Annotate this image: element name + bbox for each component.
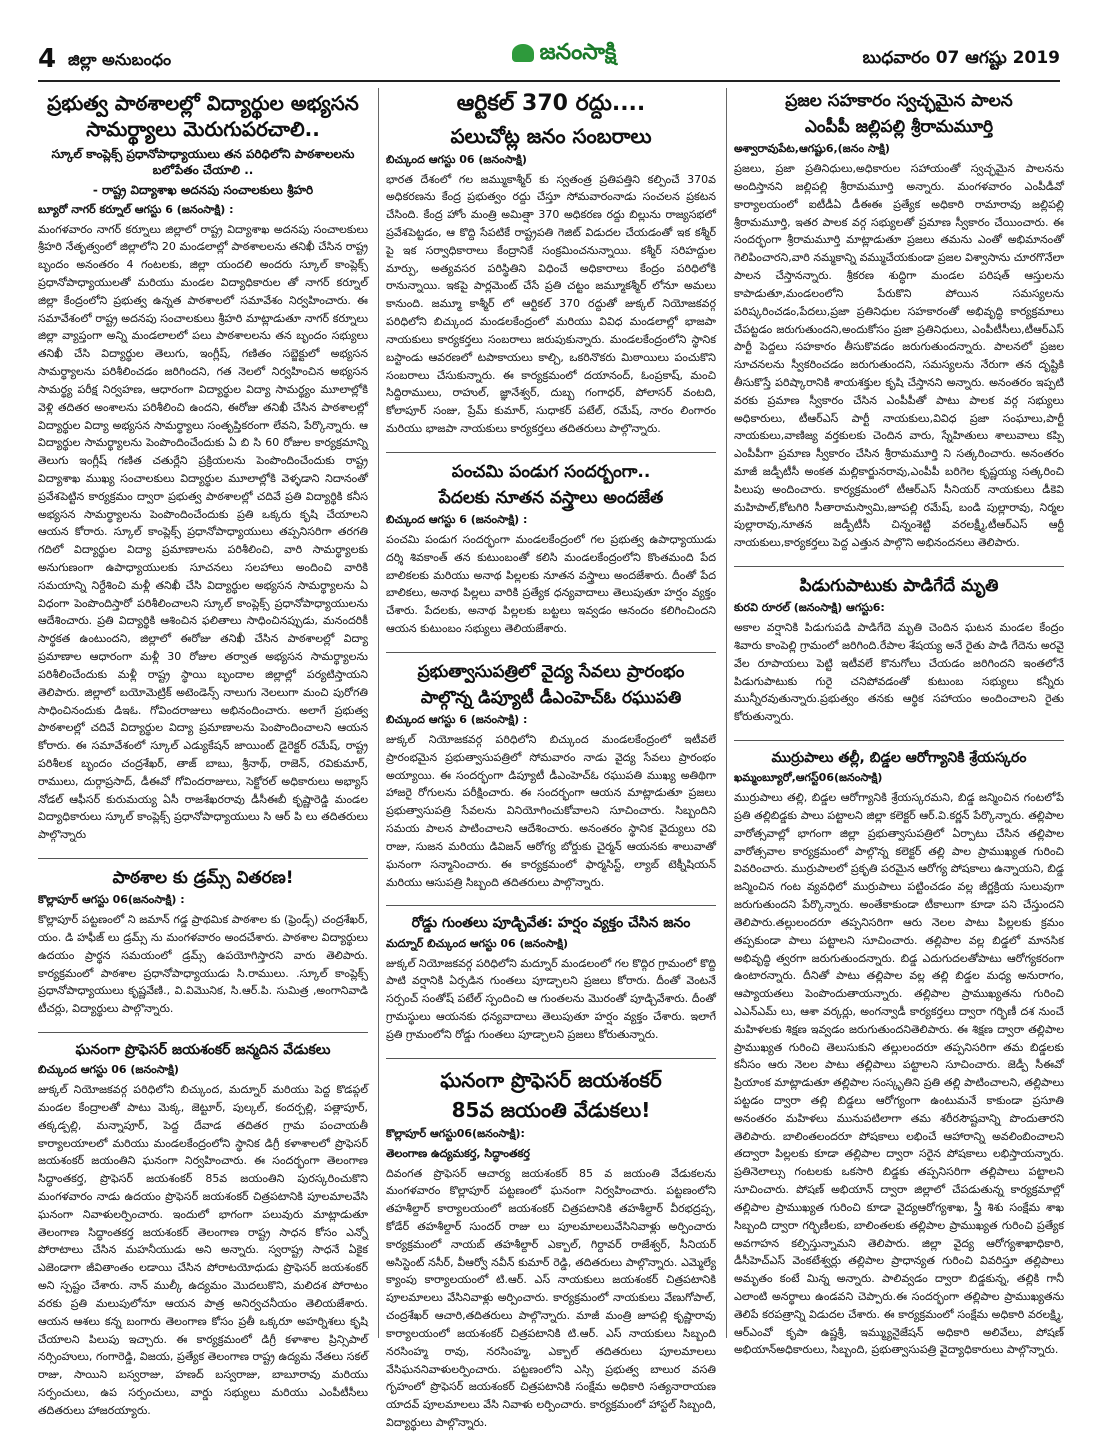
page-number: 4 <box>38 44 57 74</box>
column-2 <box>386 88 716 1446</box>
article-headline: 85వ జయంతి వేడుకలు! <box>451 1097 651 1122</box>
article-dateline: కొల్లాపూర్ ఆగస్టు06(జనంసాక్షి): <box>386 1126 525 1140</box>
column-3 <box>734 88 1064 1373</box>
leaf-icon <box>512 44 534 62</box>
article-body: భారత దేశంలో గల జమ్ముకాశ్మీర్ కు స్వతంత్ర ప్రతిపత్తిని కల్పించే 370వ అధికరణను కేంద్ర ప్రభుత్వం రద్దు చేస్తూ సోమవారంనాడు సంచలన ప్రకటన చేసింది. కేంద్ర హోం మంత్రి అమిత్షా 370 అధికరణ రద్దు బిల్లును రాజ్యసభలో ప్రవేశపెట్టడం, ఆ కొద్ది సేపటికే రాష్ట్రపతి గెజిట్ విడుదల చేయడంతో ఇక కశ్మీర్ పై ఇక సర్వాధికారాలు కేంద్రానికే సంక్రమించనున్నాయి. కశ్మీర్ సరిహద్దుల మార్పు, అత్యవసర పరిస్థితిని విధించే అధికారాలు కేంద్రం పరిధిలోకి రానున్నాయి. ఇకపై పార్లమెంట్ చేసే ప్రతి చట్టం జమ్మూకశ్మీర్ లోనూ అమలు కానుంది. జమ్మూ కాశ్మీర్ లో ఆర్టికల్ 370 రద్దుతో జుక్కల్ నియోజకవర్గ పరిధిలోని బిచ్కుంద మండలకేంద్రంలో మరియు వివిధ మండలాల్లో భాజపా నాయకులు కార్యకర్తలు సంబరాలు జరుపుకున్నారు. మండలకేంద్రంలోని స్థానిక బస్టాండు ఆవరణలో టపాకాయలు కాల్చి, ఒకరినొకరు మిఠాయిలు పంచుకొని సంబరాలు చేసుకున్నారు. ఈ కార్యక్రమంలో దయానంద్, ఓంప్రకాష్, మంచి సిద్దిరాములు, రాహుల్, జ్ఞానేశ్వర్, దుబ్బ గంగాధర్, పోలాసర్ వంటది, కోలాపూర్ సంజు, ప్రేమ్ కుమార్, సుధాకర్ పటేల్, రమేష్, నారం లింగారం మరియు భాజపా నాయకులు కార్యకర్తలు తదితరులు పాల్గొన్నారు. <box>386 172 716 435</box>
article-dateline: బ్యూరో నాగర్ కర్నూల్ ఆగస్టు 6 (జనంసాక్షి) : <box>38 202 234 216</box>
section-name: జిల్లా అనుబంధం <box>68 50 172 69</box>
article-headline: ప్రభుత్వాసుపత్రిలో వైద్య సేవలు ప్రారంభం <box>417 661 685 682</box>
column-divider <box>378 88 379 1338</box>
article-body: ప్రజలు, ప్రజా ప్రతినిధులు,అధికారుల సహాయంతో స్వచ్ఛమైన పాలనను అందిస్తానని జల్లిపల్లి శ్రీరామమూర్తి అన్నారు. మంగళవారం ఎంపీడీవో కార్యాలయంలో ఐటీడీఏ డీఈఈ ప్రత్యేక అధికారి రామారావు జల్లిపల్లి శ్రీరామమూర్తి, ఇతర పాలక వర్గ సభ్యులతో ప్రమాణ స్వీకారం చేయించారు. ఈ సందర్భంగా శ్రీరామమూర్తి మాట్లాడుతూ ప్రజలు తమను ఎంతో అభిమానంతో గెలిపించారని,వారి నమ్మకాన్ని వమ్ముచేయకుండా ప్రజల విశ్వాసాను చూరగొనేలా పాలన చేస్తానన్నారు. శ్రీకరణ శుద్ధిగా మండల పరిషత్ ఆస్తులను కాపాడుతూ,మండలంలోని పేరుకొని పోయిన సమస్యలను పరిష్కరించడం,పేదలు,ప్రజా ప్రతినిధుల సహకారంతో అభివృద్ధి కార్యక్రమాలు చేపట్టడం జరుగుతుందని,అందుకోసం ప్రజా ప్రతినిధులు, ఎంపీటీసీలు,టీఆర్ఎస్ పార్టీ పెద్దలు సహకారం తీసుకొవడం జరుగుతుందన్నారు. పాలనలో ప్రజల సూచనలను స్వీకరించడం జరుగుతుందని, సమస్యలను నేరుగా తన దృష్టికి తీసుకొస్తే పరిష్కారానికి శాయశక్తుల కృషి చేస్తానని అన్నారు. అనంతరం ఇప్పటి వరకు ప్రమాణ స్వీకారం చేసిన ఎంపీపీతో పాటు పాలక వర్గ సభ్యులు అధికారులు, టీఆర్ఎస్ పార్టీ నాయకులు,వివిధ ప్రజా సంఘాలు,పార్టీ నాయకులు,వాణిజ్య వర్తకులకు చెందిన వారు, స్నేహితులు శాలువాలు కప్పి ఎంపీపీగా ప్రమాణ స్వీకారం చేసిన శ్రీరామమూర్తి ని సత్కరించారు. అనంతరం మాజీ జడ్పీటీసీ అంకత మల్లికార్జునరావు,ఎంపీపీ బరిగెల కృష్ణయ్య సత్కరించి పిలుపు అందించారు. కార్యక్రమంలో టీఆర్ఎస్ సీనియర్ నాయకులు డీకెవి మహిపాల్,కోటగిరి సీతారామస్వామి,జూపల్లి రమేష్, బండి పుల్లారావు, నిర్మల పుల్లారావు,నూతన జడ్పీటీసీ చిన్నంశెట్టి వరలక్ష్మీ,టీఆర్ఎస్ ఆర్టీ నాయకులు,కార్యకర్తలు పెద్ద ఎత్తున పాల్గొని అభినందనలు తెలిపారు. <box>734 162 1064 550</box>
article-dateline: బిచ్కుంద ఆగస్టు 06 (జనంసాక్షి) <box>38 1063 179 1077</box>
article-headline: ప్రజల సహకారం స్వచ్ఛమైన పాలన <box>785 91 1013 111</box>
divider <box>386 1058 716 1059</box>
article-body: జుక్కల్ నియోజకవర్గ పరిధిలోని బిచ్కుంద మండలకేంద్రంలో ఇటీవలే ప్రారంభమైన ప్రభుత్వాసుపత్రిలో సోమవారం నాడు వైద్య సేవలు ప్రారంభం అయ్యాయి. ఈ సందర్భంగా డిప్యూటీ డీఎంహెచ్ఓ రఘుపతి ముఖ్య అతిథిగా హాజరై రోగులను పరీక్షించారు. ఈ సందర్భంగా ఆయన మాట్లాడుతూ ప్రజలు ప్రభుత్వాసుపత్రి సేవలను వినియోగించుకోవాలని సూచించారు. సిబ్బందిని సమయ పాలన పాటించాలని ఆదేశించారు. అనంతరం స్థానిక వైద్యులు రవి రాజు, సుజన మరియు డివిజన్ ఆరోగ్య బోర్డుకు చైర్మన్ ఆయనకు శాలువాతో ఘనంగా సన్మానించారు. ఈ కార్యక్రమంలో ఫార్మసిస్ట్, ల్యాబ్ టెక్నీషియన్ మరియు ఆసుపత్రి సిబ్బంది తదితరులు పాల్గొన్నారు. <box>386 733 716 889</box>
article-kicker: తెలంగాణ ఉద్యమకర్త, సిద్ధాంతకర్త <box>386 1146 530 1160</box>
column-1 <box>38 88 368 1434</box>
divider <box>386 905 716 906</box>
article-headline: ముర్రుపాలు తల్లీ, బిడ్డల ఆరోగ్యానికి శ్రేయస్కరం <box>771 750 1027 767</box>
article-dateline: మద్నూర్ బిచ్కుంద ఆగస్టు 06 (జనంసాక్షి) <box>386 936 568 950</box>
divider <box>734 566 1064 567</box>
article-headline: ఘనంగా ప్రొఫెసర్ జయశంకర్ జన్మదిన వేడుకలు <box>75 1041 331 1058</box>
article-headline: ఘనంగా ప్రొఫెసర్ జయశంకర్ <box>440 1067 662 1092</box>
article-mpp-oath <box>734 90 1064 552</box>
article-drums-donation <box>38 867 368 1018</box>
divider <box>38 1032 368 1033</box>
article-lightning-buffalo <box>734 575 1064 726</box>
article-dateline: బిచ్కుంద ఆగస్టు 6 (జనంసాక్షి) : <box>386 713 528 727</box>
article-headline: రోడ్డు గుంతలు పూడ్చివేత: హర్షం వ్యక్తం చేసిన జనం <box>411 915 691 932</box>
article-body: జుక్కల్ నియోజకవర్గ పరిధిలోని మద్నూర్ మండలంలో గల కొద్గిర గ్రామంలో కొద్ది పాటి వర్షానికి ఏర్పడిన గుంతలు పూడ్చాలని ప్రజలు కోరారు. దీంతో వెంటనే సర్పంచ్ సంతోష్ పటేల్ స్పందించి ఆ గుంతలను మొరంతో పూడ్చివేశారు. దీంతో గ్రామస్థులు ఆయనకు ధన్యవాదాలు తెలుపుతూ హర్షం వ్యక్తం చేశారు. ఇలాగే ప్రతి గ్రామంలోని రోడ్డు గుంతలు పూడ్చాలని ప్రజలు కోరుతున్నారు. <box>386 956 716 1041</box>
article-headline: పలుచోట్ల జనం సంబరాలు <box>450 123 652 148</box>
logo-text: జనంసాక్షి <box>539 40 617 65</box>
article-panchami-clothes <box>386 461 716 638</box>
article-body: దివంగత ప్రొఫెసర్ ఆచార్య జయశంకర్ 85 వ జయంతి వేడుకలను మంగళవారం కొల్లాపూర్ పట్టణంలో ఘనంగా నిర్వహించారు. పట్టణంలోని తహశీల్దార్ కార్యాలయంలో జయశంకర్ చిత్రపటానికి తహశీల్దార్ వీరభద్రప్ప, కోడేర్ తహశీల్దార్ సుందర్ రాజు లు పూలమాలలువేసినివాళ్లు అర్పించారు కార్యక్రమంలో నాయబ్ తహశీల్దార్ ఎక్బాల్, గిర్దావర్ రాజేశ్వర్, సీనియర్ అసిస్టెంట్ నసీర్, వీఆర్వో నవీన్ కుమార్ రెడ్డి, తదితరులు పాల్గొన్నారు. ఎమ్మెల్యే క్యాంపు కార్యాలయంలో టి.ఆర్. ఎస్ నాయకులు జయశంకర్ చిత్రపటానికి పూలమాలలు వేసినివాళ్లు అర్పించారు. కార్యక్రమంలో నాయకులు వేణుగోపాల్, చంద్రశేఖర్ ఆచారి,తదితరులు పాల్గొన్నారు. మాజీ మంత్రి జూపల్లి కృష్ణారావు కార్యాలయంలో జయశంకర్ చిత్రపటానికి టి.ఆర్. ఎస్ నాయకులు సిబ్బంది నరసింహ్మ రావు, నరసింహ్మ, ఎక్బాల్ తదితరులు పూలమాలలు వేసిఘననివాళులర్పించారు. పట్టణంలోని ఎస్సి ప్రభుత్వ బాలుర వసతి గృహంలో ప్రొఫెసర్ జయశంకర్ చిత్రపటానికి సంక్షేమ అధికారి సత్యనారాయణ యాదవ్ పూలమాలలు వేసి నివాళు లర్పించారు. కార్యక్రమంలో హాస్టల్ సిబ్బంది, విద్యార్థులు పాల్గొన్నారు. <box>386 1166 716 1429</box>
article-road-potholes <box>386 914 716 1043</box>
newspaper-logo <box>464 40 664 70</box>
article-breastfeeding <box>734 749 1064 1359</box>
article-headline: ఎంపీపీ జల్లిపల్లి శ్రీరామమూర్తి <box>804 117 994 138</box>
article-headline: పాఠశాల కు డ్రమ్స్ వితరణ! <box>112 868 294 888</box>
article-dateline: బిచ్కుంద ఆగస్టు 06 (జనంసాక్షి) <box>386 152 527 166</box>
divider <box>38 858 368 859</box>
masthead <box>38 40 1060 82</box>
article-article-370 <box>386 90 716 438</box>
article-jayashankar-85th <box>386 1067 716 1432</box>
article-dateline: బిచ్కుంద ఆగస్టు 6 (జనంసాక్షి) : <box>386 512 528 526</box>
article-dateline: కొల్లాపూర్ ఆగస్టు 06(జనంసాక్షి) : <box>38 893 185 907</box>
article-body: అకాల వర్షానికి పిడుగుపడి పాడిగేదె మృతి చెందిన ఘటన మండల కేంద్రం శివారు కాంపెల్లి గ్రామంలో జరిగింది.రేపాల శేషయ్య అనే రైతు పాడి గేదెను అరవై వేల రూపాయలు పెట్టి ఇటీవలే కొనుగోలు చేయడం జరిగిందని ఇంతలోనే పిడుగుపాటుకు గురై చనిపోవడంతో కుటుంబ సభ్యులు కన్నీరు మున్నీరవుతున్నారు.ప్రభుత్వం తనకు ఆర్థిక సహాయం అందించాలని రైతు కోరుతున్నారు. <box>734 621 1064 724</box>
article-headline: పిడుగుపాటుకు పాడిగేదే మృతి <box>799 576 999 597</box>
article-body: కొల్లాపూర్ పట్టణంలో ని జమాన్ గడ్డ ప్రాథమిక పాఠశాల కు (ఫ్రెండ్స్) చంద్రశేఖర్, యం. డి హఫీజ్ లు డ్రమ్స్ ను మంగళవారం అందచేశారు. పాఠశాల విద్యార్థులు ఉదయం ప్రార్థన సమయంలో డ్రమ్స్ ఉపయోగిస్తారని వారు తెలిపారు. కార్యక్రమంలో పాఠశాల ప్రధానోపాధ్యాయుడు సి.రాములు. .స్కూల్ కాంప్లెక్స్ ప్రధానోపాధ్యాయులు కృష్ణవేణి., వి.విమొనిక, సి.ఆర్.పి. సుమిత్ర ,అంగానివాడి టీచర్లు, విద్యార్థులు పాల్గొన్నారు. <box>38 913 368 1016</box>
article-dateline: ఖమ్మంబ్యూరో,ఆగస్ట్06(జనంసాక్షి) <box>734 771 883 785</box>
divider <box>734 740 1064 741</box>
article-school-learning <box>38 90 368 844</box>
article-headline: ఆర్టికల్ 370 రద్దు.... <box>456 91 646 116</box>
column-divider <box>726 88 727 1338</box>
article-subheadline: - రాష్ట్ర విద్యాశాఖ అదనపు సంచాలకులు శ్రీహరి <box>92 183 314 198</box>
divider <box>386 652 716 653</box>
article-body: మంగళవారం నాగర్ కర్నూలు జిల్లాలో రాష్ట్ర విద్యాశాఖ అదనపు సంచాలకులు శ్రీహరి నేతృత్వంలో జిల్లాలోని 20 మండలాల్లో పాఠశాలలను తనిఖీ చేసిన రాష్ట్ర బృందం అనంతరం 4 గంటలకు, జిల్లా యందలి అందరు స్కూల్ కాంప్లెక్స్ ప్రధానోపాధ్యాయులతో మరియు మండల విద్యాధికారుల తో నాగర్ కర్నూల్ జిల్లా కేంద్రంలోని ప్రభుత్వ ఉన్నత పాఠశాలలో సమావేశం నిర్వహించారు. ఈ సమావేశంలో రాష్ట్ర అదనపు సంచాలకులు శ్రీహరి మాట్లాడుతూ నాగర్ కర్నూలు జిల్లా వ్యాప్తంగా అన్ని మండలాలలో పలు పాఠశాలలను తన బృందం సభ్యులు తనిఖీ చేసి విద్యార్థుల తెలుగు, ఇంగ్లీష్, గణితం సబ్జెక్టులో అభ్యసన సామర్థ్యాలను పరిశీలించడం జరిగిందని, గత నెలలో నిర్వహించిన అభ్యసన సామర్థ్య పరీక్ష నిర్వహణ, ఆధారంగా విద్యార్థుల విద్యా సామర్థ్యం మూలాల్లోకి వెళ్లి తదితర అంశాలను పరిశీలించి ఉందని, ఈరోజు తనిఖీ చేసిన పాఠశాలల్లో విద్యార్థుల విద్యా అభ్యసన సామర్థ్యాలు సంతృప్తికరంగా లేవని, పేర్కొన్నారు. ఆ విద్యార్థుల సామర్థ్యాలను పెంపొందించేందుకు ఏ బి సి 60 రోజుల కార్యక్రమాన్ని తెలుగు ఇంగ్లీష్ గణిత చతుర్లేని ప్రక్రియలను పెంపొందించేందుకు రాష్ట్ర విద్యాశాఖ ముఖ్య సంచాలకులు విద్యార్థుల మూలాల్లోకి వెళ్ళడాని నిదానంతో ప్రవేశపెట్టిన కార్యక్రమం ద్వారా ప్రభుత్వ పాఠశాలల్లో చదివే ప్రతి విద్యార్థికి కనీస అభ్యసన సామర్థ్యాలను పెంపొందించేందుకు ప్రతి ఒక్కరు కృషి చేయాలని ఆయన కోరారు. స్కూల్ కాంప్లెక్స్ ప్రధానోపాధ్యాయులు తప్పనిసరిగా తరగతి గదిలో విద్యార్థుల విద్యా ప్రమాణాలను పరిశీలించి, వారి సామర్థ్యాలకు అనుగుణంగా ఉపాధ్యాయులకు సూచనలు సలహాలు అందించి వారికి సమయాన్ని నిర్దేశించి మళ్లీ తనిఖీ చేసి విద్యార్థుల అభ్యసన సామర్థ్యాలను ఏ విధంగా పెంపొందిస్తారో పరిశీలించాలని స్కూల్ కాంప్లెక్స్ ప్రధానోపాధ్యాయులను ఆదేశించారు. ప్రతి విద్యార్థికి ఆశించిన ఫలితాలు సాధించినప్పుడు, మనందరికీ సార్థకత ఉంటుందని, జిల్లాలో ఈరోజు తనిఖీ చేసిన పాఠశాలల్లో విద్యా ప్రమాణాల ఆధారంగా మళ్లీ 30 రోజుల తర్వాత అభ్యసన సామర్థ్యాలను పరిశీలించేందుకు మళ్లీ రాష్ట్ర స్థాయి బృందాల జిల్లాల్లో పర్యటిస్తాయని తెలిపారు. జిల్లాలో బయోమెట్రిక్ అటెండెన్స్ నాలుగు నెలలుగా మంచి పురోగతి సాధించినందుకు డిఇఓ. గోవిందరాజులు అభినందించారు. అలాగే ప్రభుత్వ పాఠశాలల్లో చదివే విద్యార్థుల విద్యా ప్రమాణాలను పెంపొందించాలని ఆయన కోరారు. ఈ సమావేశంలో స్కూల్ ఎడ్యుకేషన్ జాయింట్ డైరెక్టర్ రమేష్, రాష్ట్ర పరిశీలక బృందం చంద్రశేఖర్, తాజ్ బాబు, శ్రీనాథ్, రాజెన్, రవికుమార్, రాములు, దుర్గాప్రసాద్, డీఈవో గోవిందరాజులు, సెక్టోరల్ అధికారులు అభ్యాస్ నోడల్ ఆఫీసర్ కురుమయ్య ఏసీ రాజశేఖరరావు డీసీఈబీ కృష్ణారెడ్డి మండల విద్యాధికారులు స్కూల్ కాంప్లెక్స్ ప్రధానోపాధ్యాయులు సి ఆర్ పి లు తదితరులు పాల్గొన్నారు <box>38 222 368 842</box>
issue-date: బుధవారం 07 ఆగష్టు 2019 <box>862 48 1060 68</box>
article-body: జుక్కల్ నియోజకవర్గ పరిధిలోని బిచ్కుంద, మద్నూర్ మరియు పెద్ద కొడప్గల్ మండల కేంద్రాలతో పాటు మెక్క, జెట్టూర్, పుల్కల్, కందర్పల్లి, పత్లాపూర్, తక్కడ్పల్లి, మన్నాపూర్, పెద్ద దేవాడ తదితర గ్రామ పంచాయతీ కార్యాలయాలలో మరియు మండలకేంద్రంలోని స్థానిక డిగ్రీ కళాశాలలో ప్రొఫెసర్ జయశంకర్ జయంతిని ఘనంగా నిర్వహించారు. ఈ సందర్భంగా తెలంగాణ సిద్ధాంతకర్త, ప్రొఫెసర్ జయశంకర్ 85వ జయంతిని పురస్కరించుకొని మంగళవారం నాడు ఉదయం ప్రొఫెసర్ జయశంకర్ చిత్రపటానికి పూలమాలవేసి ఘనంగా నివాళులర్పించారు. ఇందులో భాగంగా పలువురు మాట్లాడుతూ తెలంగాణ సిద్ధాంతకర్త జయశంకర్ తెలంగాణ రాష్ట్ర సాధన కోసం ఎన్నో పోరాటాలు చేసిన మహనీయుడు అని అన్నారు. స్వరాష్ట్ర సాధనే ఏకైక ఎజెండాగా జీవితాంతం లడాయి చేసిన పోరాటయోధుడు ప్రొఫెసర్ జయశంకర్ అని స్పష్టం చేశారు. నాన్ ముల్కీ ఉద్యమం మొదలుకొని, మలిదశ పోరాటం వరకు ప్రతి మలుపులోనూ ఆయన పాత్ర అనిర్వచనీయం తెలియజేశారు. ఆయన ఆశలు కన్న బంగారు తెలంగాణ కోసం ప్రతీ ఒక్కరూ అహర్నిశలు కృషి చేయాలని పిలుపు ఇచ్చారు. ఈ కార్యక్రమంలో డిగ్రీ కళాశాల ప్రిన్సిపాల్ నర్సింహులు, గంగారెడ్డి, విజయ, ప్రత్యేక తెలంగాణ రాష్ట్ర ఉద్యమ నేతలు సకల్ రాజు, సాయిని బస్వరాజు, హణద్ బస్వరాజు, బాబూరావు మరియు సర్పంచులు, ఉప సర్పంచులు, వార్డు సభ్యులు మరియు ఎంపీటీసీలు తదితరులు హాజరయ్యారు. <box>38 1083 368 1417</box>
article-body: పంచమి పండుగ సందర్భంగా మండలకేంద్రంలో గల ప్రభుత్వ ఉపాధ్యాయుడు దర్శి శివకాంత్ తన కుటుంబంతో కలిసి మండలకేంద్రంలోని కొంతమంది పేద బాలికలకు మరియు అనాథ పిల్లలకు నూతన వస్త్రాలు అందజేశారు. దీంతో పేద బాలికలు, అనాథ పిల్లలు వారికి ప్రత్యేక ధన్యవాదాలు తెలుపుతూ హర్షం వ్యక్తం చేశారు. పేదలకు, అనాథ పిల్లలకు బట్టలు ఇవ్వడం ఆనందం కలిగించిందని ఆయన కుటుంబం సభ్యులు తెలియజేశారు. <box>386 532 716 636</box>
article-headline: పంచమి పండుగ సందర్బంగా.. <box>451 461 651 482</box>
article-jayashankar-birthday <box>38 1041 368 1420</box>
article-dateline: కురవి రూరల్ (జనంసాక్షి) ఆగస్టు6: <box>734 601 885 615</box>
article-headline: పేదలకు నూతన వస్త్రాలు అందజేత <box>438 487 664 508</box>
article-headline: పాల్గొన్న డిప్యూటీ డీఎంహెచ్ఓ రఘుపతి <box>420 687 682 708</box>
divider <box>386 452 716 453</box>
article-dateline: అశ్వారావుపేట,ఆగష్టు6,(జనం సాక్షి) <box>734 142 890 156</box>
article-body: ముర్రుపాలు తల్లి, బిడ్డల ఆరోగ్యానికి శ్రేయస్కరమని, బిడ్డ జన్మించిన గంటలోపే ప్రతి తల్లిబిడ్డకు పాలు పట్టాలని జిల్లా కలెక్టర్ ఆర్.వి.కర్ణన్ పేర్కొన్నారు. తల్లిపాల వారోత్సవాల్లో భాగంగా జిల్లా ప్రభుత్వాసుపత్రిలో ఏర్పాటు చేసిన తల్లిపాల వారోత్సవాల కార్యక్రమంలో పాల్గొన్న కలెక్టర్ తల్లి పాల ప్రాముఖ్యత గురించి వివరించారు. ముర్రుపాలలో ప్రకృతి పరమైన ఆరోగ్య పోషకాలు ఉన్నాయని, బిడ్డ జన్మించిన గంట వ్యవధిలో ముర్రుపాలు పట్టించడం వల్ల జీర్ణక్రియ సులువుగా జరుగుతుందని పేర్కొన్నారు. అంతేకాకుండా టీకాలుగా కూడా పని చేస్తుందని తెలిపారు.తల్లులందరూ తప్పనిసరిగా ఆరు నెలల పాటు పిల్లలకు క్రమం తప్పకుండా పాలు పట్టాలని సూచించారు. తల్లిపాల వల్ల బిడ్డలో మానసిక అభివృద్ధి త్వరగా జరుగుతుందన్నారు. బిడ్డ ఎదుగుదలతోపాటు ఆరోగ్యకరంగా ఉంటారన్నారు. దీనితో పాటు తల్లిపాల వల్ల తల్లి బిడ్డల మధ్య అనురాగం, ఆప్యాయతలు పెంపొందుతాయన్నారు. తల్లిపాల ప్రాముఖ్యతను గురించి ఎఎన్ఎమ్ లు, ఆశా వర్కర్లు, అంగన్వాడీ కార్యకర్తలు ద్వారా గర్భిణీ దశ నుంచే మహిళలకు శిక్షణ ఇవ్వడం జరుగుతుందనితెలిపారు. ఈ శిక్షణ ద్వారా తల్లిపాల ప్రాముఖ్యత గురించి తెలుసుకుని తల్లులందరూ తప్పనిసరిగా తమ బిడ్డలకు కనీసం ఆరు నెలల పాటు తల్లిపాలు పట్టాలని సూచించారు. జెడ్పీ సీఈవో ప్రియాంక మాట్లాడుతూ తల్లిపాల సంస్కృతిని ప్రతి తల్లి పాటించాలని, తల్లిపాలు పట్టడం ద్వారా తల్లి బిడ్డలు ఆరోగ్యంగా ఉంటుమనే కాకుండా ప్రసూతి అనంతరం మహిళలు మునుపటిలాగా తమ శరీరసౌష్టవాన్ని పొందుతారని తెలిపారు. బాలింతలందరూ పోషకాలు లభించే ఆహారాన్ని అవలింబించాలని తద్వారా పిల్లలకు కూడా తల్లిపాల ద్వారా సరైన పోషకాలు లభిస్తాయన్నారు. ప్రతినెలాల్సు గంటలకు ఒకసారి బిడ్డకు తప్పనిసరిగా తల్లిపాలు పట్టాలని సూచించారు. పోషణ్ అభియాన్ ద్వారా జిల్లాలో చేపడుతున్న కార్యక్రమాల్లో తల్లిపాల ప్రాముఖ్యత గురించి కూడా వైద్యఆరోగ్యశాఖ, స్త్రీ శిశు సంక్షేమ శాఖ సిబ్బంది ద్వారా గర్భిణీలకు, బాలింతలకు తల్లిపాల ప్రాముఖ్యత గురించి ప్రత్యేక అవగాహన కల్పిస్తున్నామని తెలిపారు. జిల్లా వైద్య ఆరోగ్యశాఖాధికారి, డీసీహెచ్ఎస్ వెంకటేశ్వర్లు తల్లిపాల ప్రాధాన్యత గురించి వివరిస్తూ తల్లిపాలు అమృతం కంటే మిన్న అన్నారు. పాలివ్వడం ద్వారా బిడ్డకున్న, తల్లికి గానీ ఎలాంటి అనర్థాలు ఉండవని చెప్పారు.ఈ సందర్భంగా తల్లిపాల ప్రాముఖ్యతను తెలిపే కరపత్రాన్ని విడుదల చేశారు. ఈ కార్యక్రమంలో సంక్షేమ అధికారి వరలక్ష్మి, ఆర్ఎంవో కృపా ఉష్ణశ్రీ, ఇమ్మ్యునైజేషన్ అధికారి అలివేలు, పోషణ్ అభియాన్అధికారులు, సిబ్బంది, ప్రభుత్వాసుపత్రి వైద్యాధికారులు పాల్గొన్నారు. <box>734 791 1064 1357</box>
article-headline: ప్రభుత్వ పాఠశాలల్లో విద్యార్థుల అభ్యసన సామర్థ్యాలు మెరుగుపరచాలి.. <box>47 91 359 141</box>
article-hospital-services <box>386 661 716 892</box>
article-subheadline: స్కూల్ కాంప్లెక్స్ ప్రధానోపాధ్యాయులు తన పరిధిలోని పాఠశాలలను బలోపేతం చేయాలి .. <box>51 147 355 178</box>
